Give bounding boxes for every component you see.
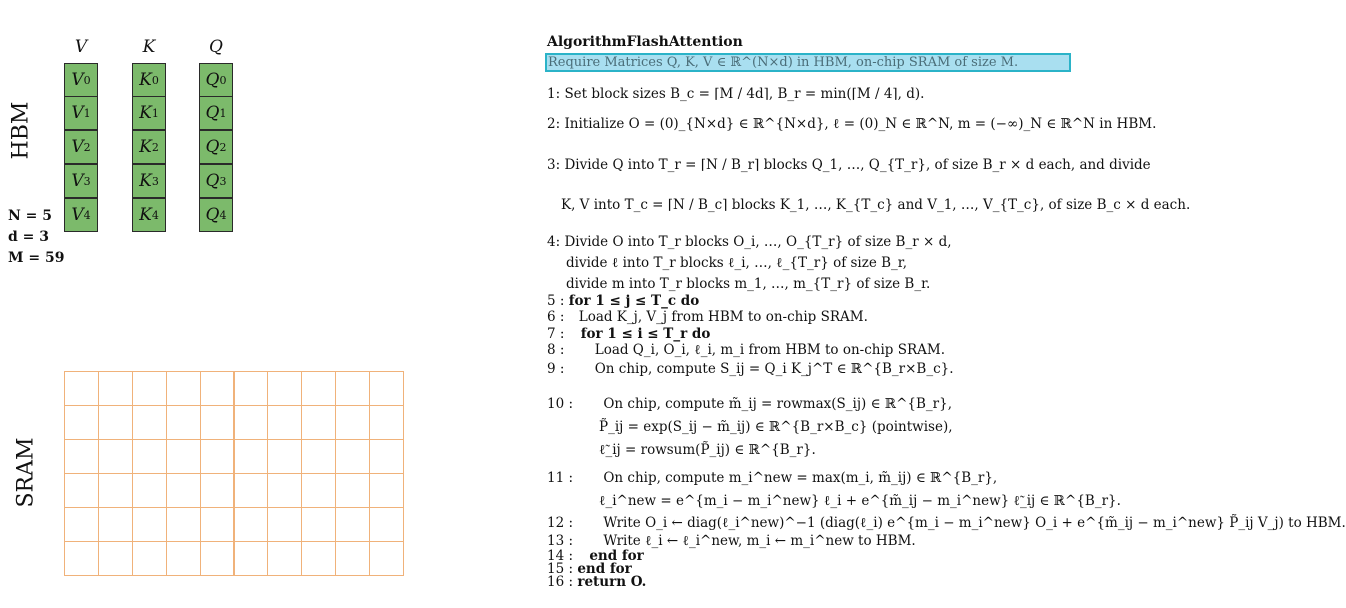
sram-cell <box>234 541 269 576</box>
hbm-block-q1: Q 1 <box>199 96 233 130</box>
hbm-block-v1: V 1 <box>64 96 98 130</box>
sram-cell <box>267 371 302 406</box>
sram-cell <box>98 371 133 406</box>
sram-cell <box>64 541 99 576</box>
algorithm-line-8: 8 : Load Q_i, O_i, ℓ_i, m_i from HBM to on-chip SRAM. <box>547 342 946 358</box>
sram-cell <box>335 405 370 440</box>
algorithm-line-11-cont: ℓ_i^new = e^{m_i − m_i^new} ℓ_i + e^{m̃_ij − m_i^new} ℓ̃_ij ∈ ℝ^{B_r}. <box>599 493 1121 509</box>
hbm-block-q2: Q 2 <box>199 130 233 164</box>
sram-cell <box>301 473 336 508</box>
sram-cell <box>200 507 235 542</box>
algorithm-line-1: 1: Set block sizes B_c = ⌈M / 4d⌉, B_r = min(⌈M / 4⌉, d). <box>547 86 925 102</box>
algorithm-line-6: 6 : Load K_j, V_j from HBM to on-chip SRAM. <box>547 309 868 325</box>
hbm-block-v3: V 3 <box>64 164 98 198</box>
sram-cell <box>301 541 336 576</box>
column-header-v: V <box>74 37 88 57</box>
sram-cell <box>98 541 133 576</box>
sram-cell <box>132 507 167 542</box>
sram-cell <box>132 541 167 576</box>
algorithm-line-14: 14 : end for <box>547 548 644 564</box>
sram-cell <box>267 507 302 542</box>
sram-cell <box>234 473 269 508</box>
sram-cell <box>64 507 99 542</box>
sram-cell <box>98 405 133 440</box>
sram-cell <box>369 405 404 440</box>
sram-cell <box>369 439 404 474</box>
hbm-block-v4: V 4 <box>64 198 98 232</box>
algorithm-line-12: 12 : Write O_i ← diag(ℓ_i^new)^−1 (diag(ℓ_i) e^{m_i − m_i^new} O_i + e^{m̃_ij − m_i^new} P̃_ij V_j) to HBM. <box>547 515 1346 531</box>
sram-cell <box>166 439 201 474</box>
sram-cell <box>335 473 370 508</box>
sram-cell <box>369 541 404 576</box>
sram-cell <box>335 541 370 576</box>
sram-cell <box>234 371 269 406</box>
column-header-q: Q <box>209 37 223 57</box>
sram-grid <box>64 371 403 575</box>
sram-cell <box>166 405 201 440</box>
sram-cell <box>335 439 370 474</box>
param-d: d = 3 <box>8 229 50 245</box>
sram-cell <box>267 439 302 474</box>
algorithm-line-3-cont: K, V into T_c = ⌈N / B_c⌉ blocks K_1, …, K_{T_c} and V_1, …, V_{T_c}, of size B_c × d each. <box>561 197 1191 213</box>
hbm-block-q3: Q 3 <box>199 164 233 198</box>
sram-cell <box>132 439 167 474</box>
hbm-block-q0: Q 0 <box>199 63 233 97</box>
algorithm-line-10-cont-1: P̃_ij = exp(S_ij − m̃_ij) ∈ ℝ^{B_r×B_c} (pointwise), <box>599 419 953 435</box>
param-m: M = 59 <box>8 250 65 266</box>
sram-cell <box>166 507 201 542</box>
sram-cell <box>369 473 404 508</box>
sram-cell <box>267 473 302 508</box>
algorithm-line-9: 9 : On chip, compute S_ij = Q_i K_j^T ∈ ℝ^{B_r×B_c}. <box>547 361 954 377</box>
sram-cell <box>234 405 269 440</box>
hbm-block-q4: Q 4 <box>199 198 233 232</box>
algorithm-line-7: 7 : for 1 ≤ i ≤ T_r do <box>547 326 711 342</box>
algorithm-line-11: 11 : On chip, compute m_i^new = max(m_i, m̃_ij) ∈ ℝ^{B_r}, <box>547 470 998 486</box>
sram-cell <box>132 371 167 406</box>
algorithm-line-10: 10 : On chip, compute m̃_ij = rowmax(S_ij) ∈ ℝ^{B_r}, <box>547 396 952 412</box>
hbm-block-k3: K 3 <box>132 164 166 198</box>
sram-cell <box>301 371 336 406</box>
sram-cell <box>98 473 133 508</box>
hbm-block-v2: V 2 <box>64 130 98 164</box>
algorithm-line-10-cont-2: ℓ̃_ij = rowsum(P̃_ij) ∈ ℝ^{B_r}. <box>599 442 816 458</box>
algorithm-line-15: 15 : end for <box>547 561 632 577</box>
hbm-label: HBM <box>8 101 34 160</box>
sram-cell <box>369 371 404 406</box>
algorithm-title: AlgorithmFlashAttention <box>547 34 743 50</box>
algorithm-line-16: 16 : return O. <box>547 574 647 590</box>
sram-cell <box>267 541 302 576</box>
sram-cell <box>234 507 269 542</box>
sram-cell <box>64 439 99 474</box>
sram-cell <box>64 473 99 508</box>
algorithm-line-2: 2: Initialize O = (0)_{N×d} ∈ ℝ^{N×d}, ℓ = (0)_N ∈ ℝ^N, m = (−∞)_N ∈ ℝ^N in HBM. <box>547 116 1157 132</box>
algorithm-line-4-cont-2: divide m into T_r blocks m_1, …, m_{T_r} of size B_r. <box>566 276 931 292</box>
sram-cell <box>64 371 99 406</box>
sram-cell <box>166 541 201 576</box>
algorithm-line-5: 5 : for 1 ≤ j ≤ T_c do <box>547 293 700 309</box>
sram-label: SRAM <box>13 437 39 508</box>
sram-cell <box>64 405 99 440</box>
sram-cell <box>200 541 235 576</box>
sram-cell <box>200 405 235 440</box>
sram-cell <box>301 405 336 440</box>
hbm-block-k1: K 1 <box>132 96 166 130</box>
sram-cell <box>369 507 404 542</box>
parameter-list <box>8 206 64 269</box>
sram-cell <box>166 473 201 508</box>
hbm-block-k2: K 2 <box>132 130 166 164</box>
sram-cell <box>335 371 370 406</box>
sram-cell <box>200 439 235 474</box>
hbm-block-k4: K 4 <box>132 198 166 232</box>
sram-cell <box>267 405 302 440</box>
algorithm-line-4-cont-1: divide ℓ into T_r blocks ℓ_i, …, ℓ_{T_r} of size B_r, <box>566 255 908 271</box>
hbm-block-k0: K 0 <box>132 63 166 97</box>
sram-cell <box>98 439 133 474</box>
sram-cell <box>200 371 235 406</box>
sram-cell <box>335 507 370 542</box>
sram-cell <box>301 507 336 542</box>
require-line-highlighted: Require Matrices Q, K, V ∈ ℝ^(N×d) in HBM, on-chip SRAM of size M. <box>545 53 1071 72</box>
algorithm-line-3: 3: Divide Q into T_r = ⌈N / B_r⌉ blocks Q_1, …, Q_{T_r}, of size B_r × d each, and divide <box>547 157 1151 173</box>
algorithm-line-4: 4: Divide O into T_r blocks O_i, …, O_{T_r} of size B_r × d, <box>547 234 952 250</box>
sram-cell <box>301 439 336 474</box>
algorithm-line-13: 13 : Write ℓ_i ← ℓ_i^new, m_i ← m_i^new to HBM. <box>547 533 916 549</box>
sram-cell <box>132 473 167 508</box>
sram-cell <box>234 439 269 474</box>
param-n: N = 5 <box>8 208 53 224</box>
sram-cell <box>132 405 167 440</box>
hbm-block-v0: V 0 <box>64 63 98 97</box>
sram-cell <box>200 473 235 508</box>
column-header-k: K <box>142 37 156 57</box>
sram-cell <box>98 507 133 542</box>
sram-cell <box>166 371 201 406</box>
